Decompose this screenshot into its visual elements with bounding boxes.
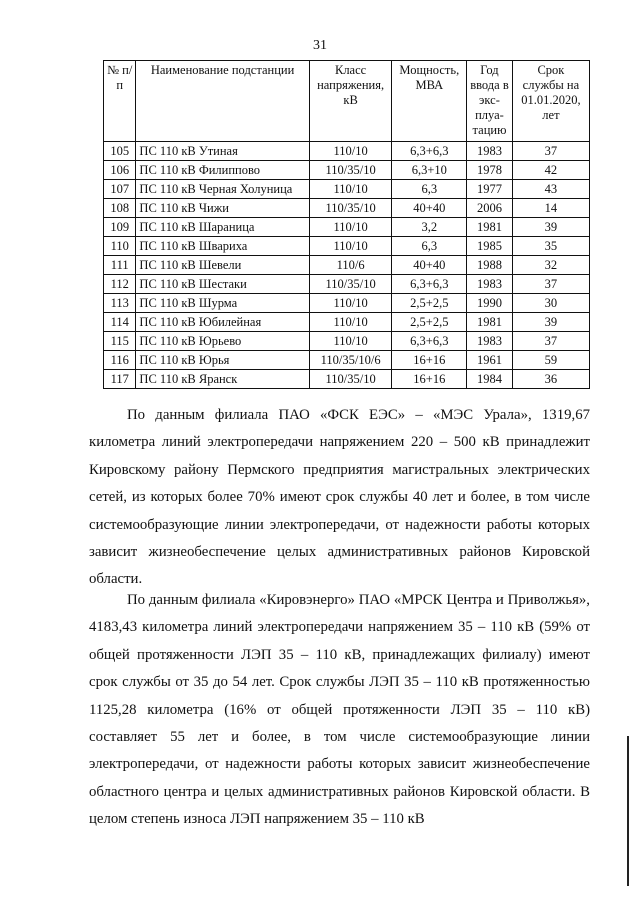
header-name: Наименование подстанции xyxy=(136,61,309,142)
header-voltage-class: Класс напряжения, кВ xyxy=(309,61,392,142)
cell-power: 6,3+10 xyxy=(392,161,467,180)
table-row xyxy=(104,256,590,275)
cell-year: 1977 xyxy=(467,180,513,199)
cell-voltage-class: 110/10 xyxy=(309,313,392,332)
cell-name: ПС 110 кВ Черная Холуница xyxy=(136,180,309,199)
cell-service-life: 59 xyxy=(512,351,589,370)
cell-voltage-class: 110/35/10 xyxy=(309,161,392,180)
cell-service-life: 42 xyxy=(512,161,589,180)
table-row xyxy=(104,351,590,370)
table-body xyxy=(104,142,590,389)
cell-name: ПС 110 кВ Утиная xyxy=(136,142,309,161)
cell-power: 6,3+6,3 xyxy=(392,275,467,294)
cell-power: 6,3+6,3 xyxy=(392,332,467,351)
cell-power: 6,3+6,3 xyxy=(392,142,467,161)
cell-year: 1985 xyxy=(467,237,513,256)
cell-name: ПС 110 кВ Шараница xyxy=(136,218,309,237)
cell-num: 109 xyxy=(104,218,136,237)
cell-year: 1981 xyxy=(467,218,513,237)
cell-service-life: 35 xyxy=(512,237,589,256)
cell-voltage-class: 110/10 xyxy=(309,218,392,237)
cell-voltage-class: 110/10 xyxy=(309,294,392,313)
cell-num: 114 xyxy=(104,313,136,332)
cell-voltage-class: 110/35/10 xyxy=(309,370,392,389)
cell-num: 116 xyxy=(104,351,136,370)
cell-voltage-class: 110/10 xyxy=(309,237,392,256)
cell-power: 6,3 xyxy=(392,237,467,256)
cell-name: ПС 110 кВ Швариха xyxy=(136,237,309,256)
cell-name: ПС 110 кВ Шевели xyxy=(136,256,309,275)
table-row xyxy=(104,199,590,218)
table-row xyxy=(104,218,590,237)
cell-power: 40+40 xyxy=(392,256,467,275)
cell-voltage-class: 110/6 xyxy=(309,256,392,275)
cell-power: 40+40 xyxy=(392,199,467,218)
cell-voltage-class: 110/10 xyxy=(309,180,392,199)
cell-service-life: 37 xyxy=(512,142,589,161)
table-header-row xyxy=(104,61,590,142)
cell-year: 1983 xyxy=(467,275,513,294)
cell-power: 2,5+2,5 xyxy=(392,313,467,332)
table-row xyxy=(104,142,590,161)
cell-year: 1983 xyxy=(467,332,513,351)
cell-voltage-class: 110/35/10/6 xyxy=(309,351,392,370)
cell-service-life: 39 xyxy=(512,218,589,237)
cell-year: 1988 xyxy=(467,256,513,275)
table-row xyxy=(104,332,590,351)
cell-power: 16+16 xyxy=(392,351,467,370)
cell-num: 112 xyxy=(104,275,136,294)
header-service-life: Срок службы на 01.01.2020, лет xyxy=(512,61,589,142)
cell-name: ПС 110 кВ Юбилейная xyxy=(136,313,309,332)
cell-year: 1978 xyxy=(467,161,513,180)
cell-year: 2006 xyxy=(467,199,513,218)
cell-year: 1990 xyxy=(467,294,513,313)
cell-power: 16+16 xyxy=(392,370,467,389)
cell-num: 111 xyxy=(104,256,136,275)
paragraph-fsk: По данным филиала ПАО «ФСК ЕЭС» – «МЭС Урала», 1319,67 километра линий электропередачи напряжением 220 – 500 кВ принадлежит Кировскому району Пермского предприятия магистральных электрических сетей, из которых более 70% имеют срок службы 40 лет и более, в том числе системообразующие линии электропередачи, от надежности работы которых зависит жизнеобеспечение целых административных районов Кировской области. xyxy=(89,407,590,588)
cell-service-life: 39 xyxy=(512,313,589,332)
cell-name: ПС 110 кВ Юрья xyxy=(136,351,309,370)
cell-name: ПС 110 кВ Юрьево xyxy=(136,332,309,351)
cell-name: ПС 110 кВ Чижи xyxy=(136,199,309,218)
table-row xyxy=(104,313,590,332)
cell-num: 115 xyxy=(104,332,136,351)
cell-name: ПС 110 кВ Шурма xyxy=(136,294,309,313)
table-row xyxy=(104,370,590,389)
cell-service-life: 43 xyxy=(512,180,589,199)
cell-power: 3,2 xyxy=(392,218,467,237)
cell-num: 113 xyxy=(104,294,136,313)
cell-num: 108 xyxy=(104,199,136,218)
cell-service-life: 37 xyxy=(512,275,589,294)
table-row xyxy=(104,294,590,313)
table-row xyxy=(104,237,590,256)
substations-table xyxy=(103,60,590,389)
header-year: Год ввода в экс-плуа-тацию xyxy=(467,61,513,142)
cell-name: ПС 110 кВ Шестаки xyxy=(136,275,309,294)
cell-year: 1983 xyxy=(467,142,513,161)
cell-year: 1981 xyxy=(467,313,513,332)
table-row xyxy=(104,161,590,180)
cell-num: 105 xyxy=(104,142,136,161)
cell-power: 2,5+2,5 xyxy=(392,294,467,313)
cell-power: 6,3 xyxy=(392,180,467,199)
cell-name: ПС 110 кВ Филиппово xyxy=(136,161,309,180)
table-row xyxy=(104,180,590,199)
cell-num: 117 xyxy=(104,370,136,389)
cell-voltage-class: 110/10 xyxy=(309,332,392,351)
margin-mark xyxy=(627,736,629,886)
cell-service-life: 30 xyxy=(512,294,589,313)
cell-service-life: 37 xyxy=(512,332,589,351)
header-power: Мощность, МВА xyxy=(392,61,467,142)
cell-year: 1961 xyxy=(467,351,513,370)
page-number: 31 xyxy=(313,38,327,53)
table-row xyxy=(104,275,590,294)
cell-num: 107 xyxy=(104,180,136,199)
paragraph-kirovenergo: По данным филиала «Кировэнерго» ПАО «МРСК Центра и Приволжья», 4183,43 километра линий электропередачи напряжением 35 – 110 кВ (59% от общей протяженности ЛЭП 35 – 110 кВ, принадлежащих филиалу) имеют срок службы от 35 до 54 лет. Срок службы ЛЭП 35 – 110 кВ протяженностью 1125,28 километра (16% от общей протяженности ЛЭП 35 – 110 кВ) составляет 55 лет и более, в том числе системообразующие линии электропередачи, от надежности работы которых зависит жизнеобеспечение областного центра и целых административных районов Кировской области. В целом степень износа ЛЭП напряжением 35 – 110 кВ xyxy=(89,592,590,828)
header-num: № п/п xyxy=(104,61,136,142)
cell-name: ПС 110 кВ Яранск xyxy=(136,370,309,389)
cell-service-life: 36 xyxy=(512,370,589,389)
cell-year: 1984 xyxy=(467,370,513,389)
cell-num: 110 xyxy=(104,237,136,256)
cell-num: 106 xyxy=(104,161,136,180)
cell-service-life: 32 xyxy=(512,256,589,275)
cell-voltage-class: 110/35/10 xyxy=(309,199,392,218)
cell-service-life: 14 xyxy=(512,199,589,218)
cell-voltage-class: 110/35/10 xyxy=(309,275,392,294)
cell-voltage-class: 110/10 xyxy=(309,142,392,161)
